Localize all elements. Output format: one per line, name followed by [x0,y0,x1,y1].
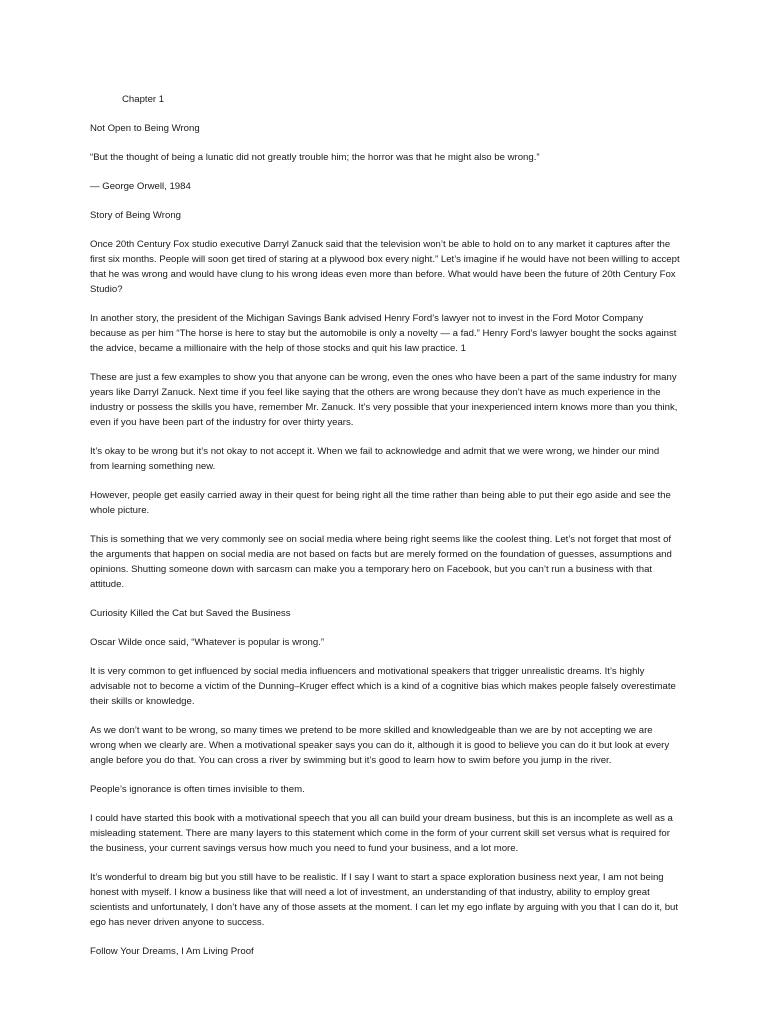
body-paragraph: It is very common to get influenced by social media influencers and motivational speakers that trigger unrealistic dreams. It’s highly advisable not to become a victim of the Dunning–Kruger effect which is a kind of a cognitive bias which makes people falsely overestimate their skills or knowledge. [90,666,676,707]
body-paragraph: It’s wonderful to dream big but you still have to be realistic. If I say I want to start a space exploration business next year, I am not being honest with myself. I know a business like that will need a lot of investment, an understanding of that industry, ability to employ great scientists and unfortunately, I don’t have any of those assets at the moment. I can let my ego inflate by arguing with you that I can do it, but ego has never driven anyone to success. [90,872,679,928]
body-paragraph: As we don’t want to be wrong, so many times we pretend to be more skilled and knowledgeable than we are by not accepting we are wrong when we clearly are. When a motivational speaker says you can do it, although it is good to believe you can do it but look at every angle before you do that. You can cross a river by swimming but it’s good to learn how to swim before you jump in the river. [90,725,670,766]
chapter-label: Chapter 1 [122,94,165,105]
section-heading: Story of Being Wrong [90,210,182,221]
body-paragraph: This is something that we very commonly see on social media where being right seems like the coolest thing. Let’s not forget that most of the arguments that happen on social media are not based on facts but are merely formed on the foundation of guesses, assumptions and opinions. Shutting someone down with sarcasm can make you a temporary hero on Facebook, but you can’t run a business with that attitude. [90,534,672,590]
body-paragraph: It’s okay to be wrong but it’s not okay to not accept it. When we fail to acknowledge and admit that we were wrong, we hinder our mind from learning something new. [90,446,660,472]
epigraph-author: — George Orwell, 1984 [90,181,191,192]
section-heading: Follow Your Dreams, I Am Living Proof [90,946,254,957]
body-paragraph: These are just a few examples to show you that anyone can be wrong, even the ones who have been a part of the same industry for many years like Darryl Zanuck. Next time if you feel like saying that the others are wrong because they don’t have as much experience in the industry or possess the skills you have, remember Mr. Zanuck. It’s very possible that your inexperienced intern knows more than you think, even if you have been part of the industry for over thirty years. [90,372,678,428]
body-paragraph: However, people get easily carried away in their quest for being right all the time rather than being able to put their ego aside and see the whole picture. [90,490,671,516]
chapter-title: Not Open to Being Wrong [90,123,200,134]
section-heading: Curiosity Killed the Cat but Saved the Business [90,608,291,619]
body-paragraph: In another story, the president of the Michigan Savings Bank advised Henry Ford’s lawyer not to invest in the Ford Motor Company because as per him “The horse is here to stay but the automobile is only a novelty — a fad.” Henry Ford’s lawyer bought the socks against the advice, became a millionaire with the help of those stocks and quit his law practice. 1 [90,313,677,354]
body-paragraph: Oscar Wilde once said, “Whatever is popular is wrong.” [90,637,325,648]
body-paragraph: Once 20th Century Fox studio executive Darryl Zanuck said that the television won’t be able to hold on to any market it captures after the first six months. People will soon get tired of staring at a plywood box every night.” Let’s imagine if he would have not been willing to accept that he was wrong and would have clung to his wrong ideas even more than before. What would have been the future of 20th Century Fox Studio? [90,239,680,295]
body-paragraph: People’s ignorance is often times invisible to them. [90,784,305,795]
body-paragraph: I could have started this book with a motivational speech that you all can build your dream business, but this is an incomplete as well as a misleading statement. There are many layers to this statement which come in the form of your current skill set versus what is required for the business, your current savings versus how much you need to fund your business, and a lot more. [90,813,673,854]
epigraph-quote: “But the thought of being a lunatic did not greatly trouble him; the horror was that he might also be wrong.” [90,152,540,163]
document-page [90,92,680,973]
